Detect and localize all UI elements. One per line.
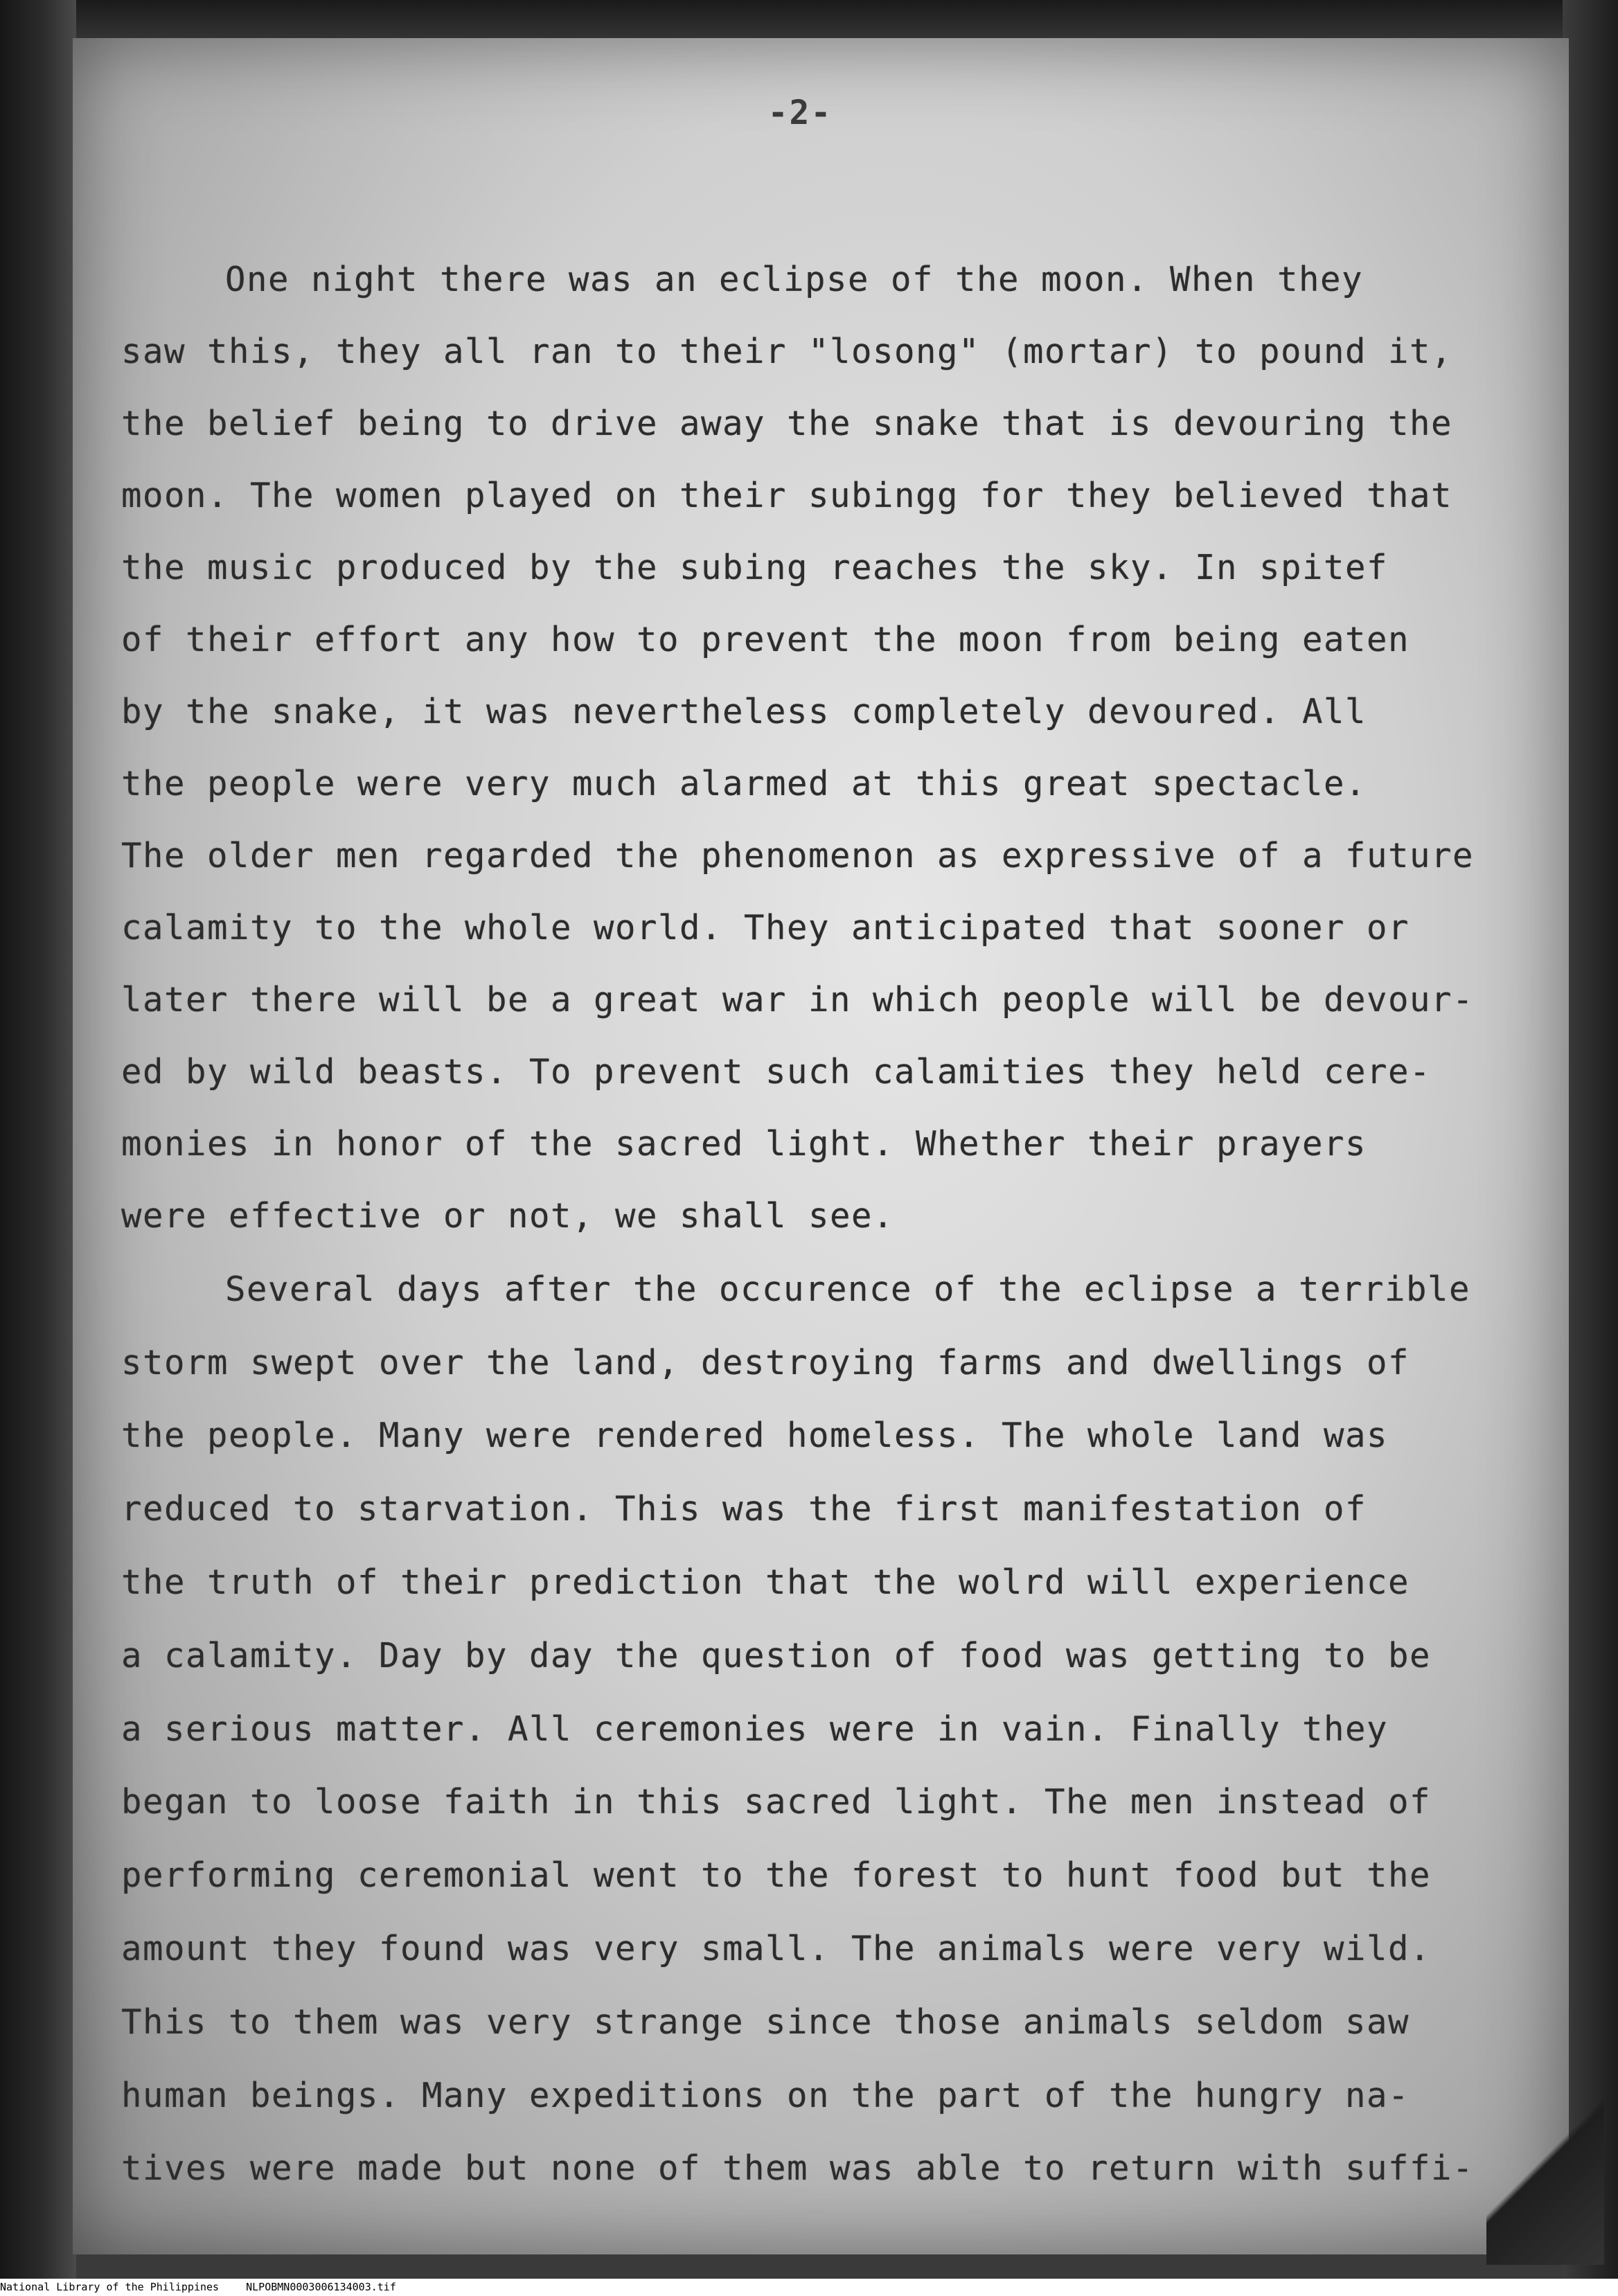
text-line: human beings. Many expeditions on the part of the hungry na- <box>121 2075 1410 2115</box>
text-line: of their effort any how to prevent the moon from being eaten <box>121 620 1410 659</box>
text-line: storm swept over the land, destroying farms and dwellings of <box>121 1342 1410 1382</box>
text-line: performing ceremonial went to the forest to hunt food but the <box>121 1856 1432 1896</box>
torn-corner <box>1486 2078 1604 2265</box>
text-line: later there will be a great war in which people will be devour- <box>121 980 1475 1020</box>
text-line: ed by wild beasts. To prevent such calamities they held cere- <box>121 1052 1432 1092</box>
text-line: saw this, they all ran to their "losong" (mortar) to pound it, <box>121 332 1453 371</box>
scan-left-edge <box>0 0 76 2279</box>
text-line: the people were very much alarmed at this great spectacle. <box>121 764 1367 803</box>
footer-institution: National Library of the Philippines <box>0 2281 220 2293</box>
scan-right-edge <box>1563 0 1618 2279</box>
text-line: Several days after the occurence of the eclipse a terrible <box>225 1269 1471 1309</box>
text-line: were effective or not, we shall see. <box>121 1196 895 1236</box>
text-line: One night there was an eclipse of the moon. When they <box>225 260 1364 299</box>
text-line: the people. Many were rendered homeless. The whole land was <box>121 1416 1389 1456</box>
text-line: the belief being to drive away the snake that is devouring the <box>121 404 1453 443</box>
text-line: reduced to starvation. This was the first manifestation of <box>121 1489 1367 1529</box>
text-line: a calamity. Day by day the question of food was getting to be <box>121 1635 1432 1675</box>
text-line: by the snake, it was nevertheless completely devoured. All <box>121 692 1367 731</box>
page-number: -2- <box>767 94 833 132</box>
paper-sheet <box>73 38 1569 2254</box>
text-line: This to them was very strange since those animals seldom saw <box>121 2002 1410 2042</box>
text-line: The older men regarded the phenomenon as expressive of a future <box>121 836 1475 875</box>
text-line: calamity to the whole world. They anticipated that sooner or <box>121 908 1410 947</box>
text-line: began to loose faith in this sacred light. The men instead of <box>121 1782 1432 1822</box>
text-line: tives were made but none of them was able to return with suffi- <box>121 2148 1475 2189</box>
text-line: the truth of their prediction that the wolrd will experience <box>121 1563 1410 1602</box>
text-line: monies in honor of the sacred light. Whether their prayers <box>121 1124 1367 1164</box>
text-line: amount they found was very small. The animals were very wild. <box>121 1929 1432 1968</box>
text-line: the music produced by the subing reaches the sky. In spitef <box>121 548 1389 587</box>
text-line: a serious matter. All ceremonies were in vain. Finally they <box>121 1709 1389 1749</box>
scan-footer <box>0 2279 1618 2296</box>
text-line: moon. The women played on their subingg for they believed that <box>121 476 1453 515</box>
footer-file-id: NLPOBMN0003006134003.tif <box>246 2281 396 2293</box>
